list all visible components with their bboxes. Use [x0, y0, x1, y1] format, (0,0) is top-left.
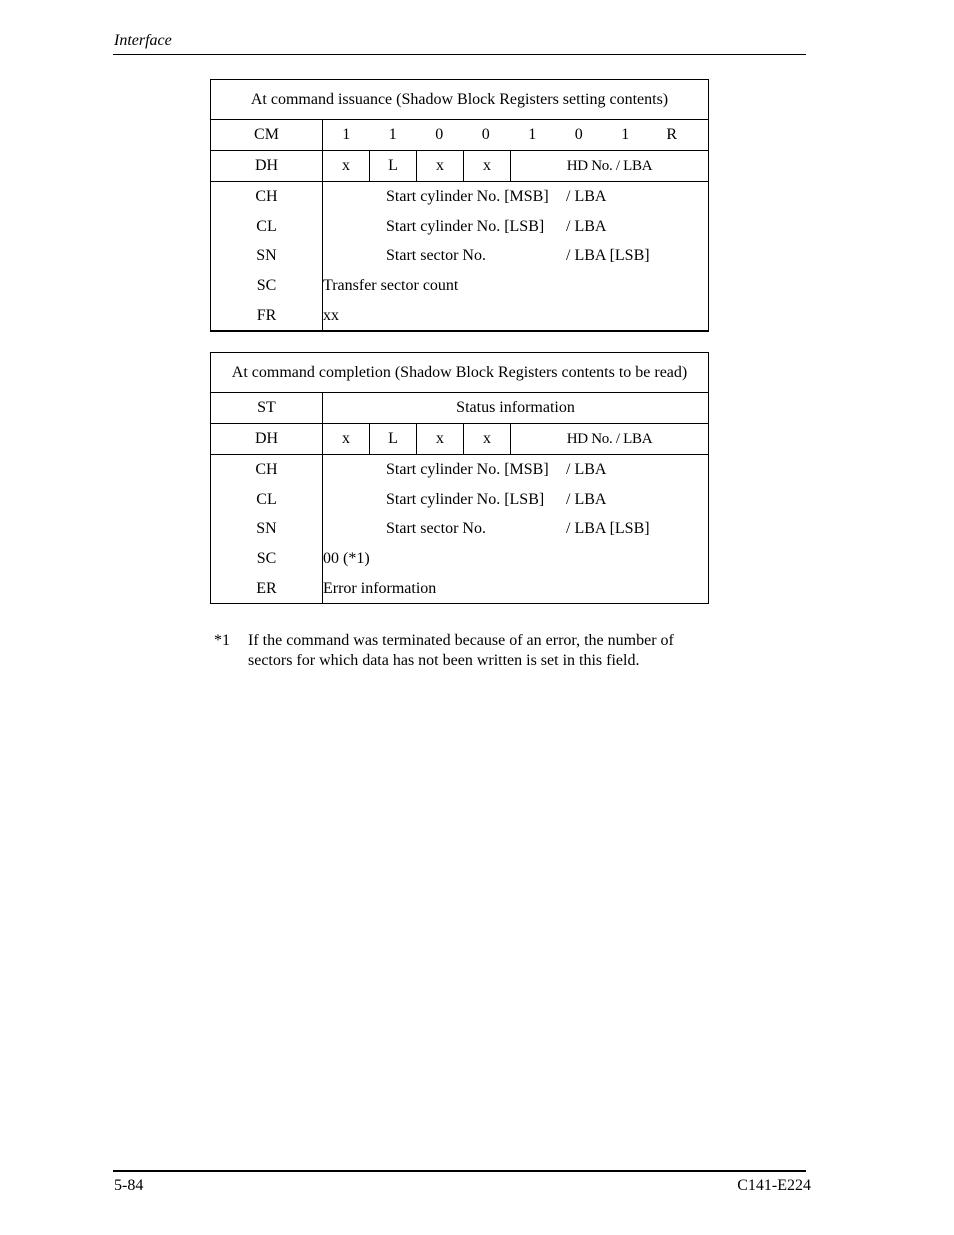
dh-bit: L: [370, 424, 417, 454]
document-id: C141-E224: [737, 1177, 811, 1194]
cm-bit: 1: [342, 126, 351, 143]
cm-bit: 0: [435, 126, 444, 143]
cm-bit: 1: [388, 126, 397, 143]
register-label: CL: [256, 490, 277, 508]
register-value: Start cylinder No. [LSB]: [386, 217, 545, 235]
issuance-table-title: At command issuance (Shadow Block Registers setting contents): [211, 80, 708, 120]
dh-label: DH: [211, 151, 323, 181]
register-value-lba: / LBA [LSB]: [566, 247, 650, 265]
register-value: Start cylinder No. [MSB]: [386, 461, 549, 478]
register-value: Start cylinder No. [LSB]: [386, 490, 545, 508]
dh-row: [211, 424, 708, 455]
dh-head-lba: HD No. / LBA: [566, 431, 653, 447]
register-label: CH: [255, 461, 278, 478]
st-value: Status information: [456, 399, 575, 416]
dh-bit: x: [464, 151, 511, 181]
dh-bit: x: [417, 151, 464, 181]
page-number: 5-84: [114, 1177, 144, 1194]
register-value-lba: / LBA: [566, 461, 607, 478]
footnote-text: If the command was terminated because of an error, the number of sectors for which data has not been written is set in this field.: [248, 632, 674, 669]
cm-bit: 0: [481, 126, 490, 143]
register-label: SN: [256, 247, 277, 265]
dh-bit: x: [417, 424, 464, 454]
register-label: ER: [256, 579, 277, 597]
register-label: SC: [256, 550, 277, 568]
register-value-lba: / LBA: [566, 217, 607, 235]
register-value: 00 (*1): [323, 550, 370, 568]
register-label: CL: [256, 217, 277, 235]
completion-table-title: At command completion (Shadow Block Registers contents to be read): [211, 353, 708, 393]
cm-bit: 0: [574, 126, 583, 143]
dh-bit: x: [323, 151, 370, 181]
register-value-lba: / LBA: [566, 188, 607, 205]
cm-bit: 1: [621, 126, 630, 143]
register-value: Start sector No.: [386, 247, 486, 265]
register-block: [211, 455, 708, 603]
register-label: FR: [256, 306, 277, 324]
cm-bit: R: [666, 126, 678, 143]
register-label: SN: [256, 520, 277, 538]
register-value: Error information: [323, 579, 437, 597]
completion-register-table: [210, 352, 709, 604]
register-value: xx: [323, 306, 339, 324]
register-value-lba: / LBA: [566, 490, 607, 508]
st-label: ST: [211, 393, 323, 423]
cm-bits: [323, 120, 708, 150]
register-label: SC: [256, 277, 277, 295]
issuance-register-table: [210, 79, 709, 332]
cm-label: CM: [211, 120, 323, 150]
register-value: Start sector No.: [386, 520, 486, 538]
footnote-mark: *1: [214, 632, 230, 649]
cm-bit: 1: [528, 126, 537, 143]
running-header: Interface: [114, 32, 172, 49]
dh-bit: x: [323, 424, 370, 454]
register-value: Transfer sector count: [323, 277, 459, 295]
register-block: [211, 182, 708, 330]
cm-row: [211, 120, 708, 151]
st-row: [211, 393, 708, 424]
dh-bit: L: [370, 151, 417, 181]
register-value: Start cylinder No. [MSB]: [386, 188, 549, 205]
register-value-lba: / LBA [LSB]: [566, 520, 650, 538]
dh-row: [211, 151, 708, 182]
dh-bit: x: [464, 424, 511, 454]
register-label: CH: [255, 188, 278, 205]
footer-rule: [113, 1170, 806, 1172]
header-rule: [113, 54, 806, 55]
dh-head-lba: HD No. / LBA: [566, 158, 653, 174]
dh-label: DH: [211, 424, 323, 454]
